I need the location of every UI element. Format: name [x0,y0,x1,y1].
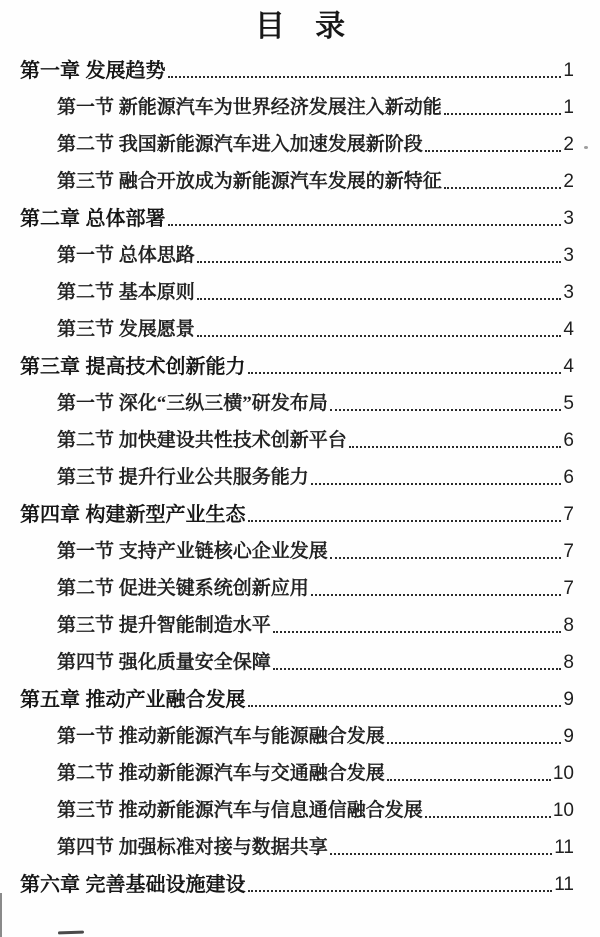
toc-entry-page-number: 6 [563,467,574,488]
table-of-contents [0,45,600,897]
toc-entry-label: 第三节 提升行业公共服务能力 [57,467,309,488]
toc-entry-label: 第五章 推动产业融合发展 [20,689,246,711]
toc-entry-section [0,601,600,638]
toc-entry-section [0,823,600,860]
scan-artifact-speck [584,146,588,149]
dot-leader [197,335,562,337]
dot-leader [197,261,562,263]
toc-entry-chapter [0,46,600,83]
toc-entry-label: 第二节 促进关键系统创新应用 [57,578,309,599]
toc-entry-label: 第一节 推动新能源汽车与能源融合发展 [57,726,385,747]
dot-leader [273,631,562,633]
toc-entry-label: 第三节 发展愿景 [57,319,195,340]
toc-entry-chapter [0,860,600,897]
scan-artifact-edge-line [0,893,2,937]
toc-entry-section [0,157,600,194]
toc-entry-section [0,379,600,416]
toc-entry-chapter [0,194,600,231]
toc-entry-label: 第一节 深化“三纵三横”研发布局 [57,393,328,414]
toc-entry-chapter [0,490,600,527]
dot-leader [273,668,562,670]
toc-entry-section [0,120,600,157]
dot-leader [425,150,562,152]
toc-entry-label: 第一节 支持产业链核心企业发展 [57,541,328,562]
dot-leader [387,742,562,744]
toc-entry-page-number: 7 [563,504,574,525]
toc-entry-label: 第一章 发展趋势 [20,60,166,82]
toc-entry-page-number: 3 [563,282,574,303]
toc-entry-page-number: 10 [552,800,574,821]
toc-entry-page-number: 1 [563,97,574,118]
toc-entry-label: 第三节 提升智能制造水平 [57,615,271,636]
dot-leader [248,705,562,707]
dot-leader [444,113,562,115]
toc-entry-section [0,231,600,268]
scan-artifact-smudge [58,931,84,935]
toc-entry-page-number: 6 [563,430,574,451]
toc-entry-page-number: 7 [563,578,574,599]
toc-entry-section [0,268,600,305]
dot-leader [311,594,562,596]
toc-entry-page-number: 3 [563,208,574,229]
toc-entry-page-number: 5 [563,393,574,414]
toc-entry-label: 第二节 基本原则 [57,282,195,303]
page-title: 目 录 [254,10,346,43]
toc-entry-page-number: 3 [563,245,574,266]
toc-entry-label: 第二节 我国新能源汽车进入加速发展新阶段 [57,134,423,155]
toc-entry-label: 第四节 加强标准对接与数据共享 [57,837,328,858]
dot-leader [330,853,553,855]
toc-entry-page-number: 9 [563,726,574,747]
toc-entry-page-number: 4 [563,356,574,377]
dot-leader [330,409,562,411]
toc-entry-section [0,416,600,453]
toc-entry-page-number: 10 [552,763,574,784]
toc-entry-page-number: 11 [554,874,574,895]
toc-entry-label: 第一节 总体思路 [57,245,195,266]
toc-entry-section [0,638,600,675]
dot-leader [168,76,562,78]
toc-entry-page-number: 8 [563,615,574,636]
toc-entry-section [0,564,600,601]
toc-entry-label: 第四章 构建新型产业生态 [20,504,246,526]
toc-entry-section [0,453,600,490]
toc-entry-page-number: 9 [563,689,574,710]
toc-entry-label: 第三章 提高技术创新能力 [20,356,246,378]
toc-entry-label: 第二章 总体部署 [20,208,166,230]
dot-leader [248,372,562,374]
dot-leader [444,187,562,189]
dot-leader [168,224,562,226]
toc-entry-label: 第六章 完善基础设施建设 [20,874,246,896]
toc-entry-section [0,786,600,823]
toc-entry-label: 第二节 加快建设共性技术创新平台 [57,430,347,451]
toc-entry-page-number: 1 [563,60,574,81]
dot-leader [248,890,553,892]
toc-entry-page-number: 2 [563,134,574,155]
toc-entry-label: 第四节 强化质量安全保障 [57,652,271,673]
toc-entry-page-number: 11 [554,837,574,858]
toc-entry-section [0,749,600,786]
toc-entry-section [0,527,600,564]
toc-entry-section [0,83,600,120]
dot-leader [311,483,562,485]
toc-entry-page-number: 7 [563,541,574,562]
dot-leader [387,779,551,781]
dot-leader [197,298,562,300]
toc-entry-chapter [0,342,600,379]
dot-leader [330,557,562,559]
dot-leader [349,446,562,448]
toc-entry-page-number: 2 [563,171,574,192]
toc-entry-section [0,712,600,749]
toc-entry-page-number: 4 [563,319,574,340]
toc-entry-section [0,305,600,342]
toc-entry-label: 第一节 新能源汽车为世界经济发展注入新动能 [57,97,442,118]
toc-entry-label: 第二节 推动新能源汽车与交通融合发展 [57,763,385,784]
dot-leader [248,520,562,522]
toc-entry-page-number: 8 [563,652,574,673]
toc-entry-label: 第三节 推动新能源汽车与信息通信融合发展 [57,800,423,821]
toc-entry-chapter [0,675,600,712]
dot-leader [425,816,551,818]
toc-entry-label: 第三节 融合开放成为新能源汽车发展的新特征 [57,171,442,192]
